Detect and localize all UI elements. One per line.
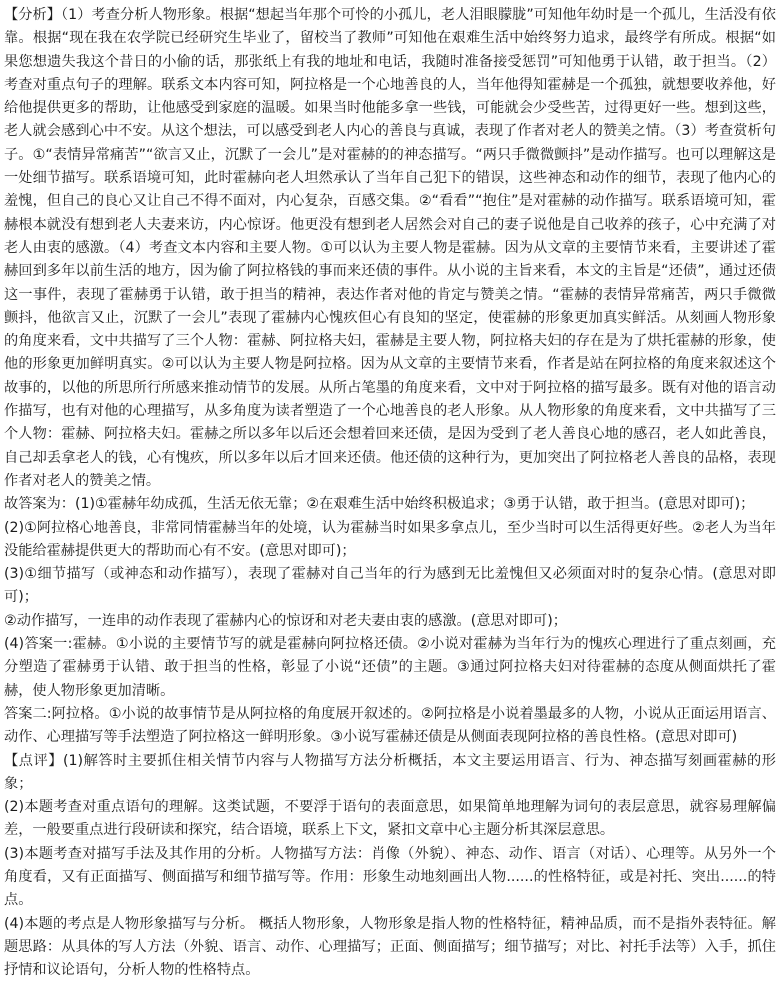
comment-item-2: (2)本题考查对重点语句的理解。这类试题，不要浮于语句的表面意思，如果简单地理解为词句的表层意思，就容易理解偏差，一般要重点进行段研读和探究，结合语境，联系上下文，紧扣文章中心主题分析其深层意思。 [4,799,776,839]
analysis-tag: 【分析】 [4,7,61,23]
answer-line-1: 故答案为：(1)①霍赫年幼成孤，生活无依无靠；②在艰难生活中始终积极追求；③勇于认错，敢于担当。(意思对即可)； [4,496,755,513]
comment-tag: 【点评】 [4,752,63,769]
answer-line-5: (4)答案一:霍赫。①小说的主要情节写的就是霍赫向阿拉格还债。②小说对霍赫为当年行为的愧疚心理进行了重点刻画，充分塑造了霍赫勇于认错、敢于担当的性格，彰显了小说“还债”的主题。③通过阿拉格夫妇对待霍赫的态度从侧面烘托了霍赫，使人物形象更加清晰。 [4,636,776,699]
comment-item-4: (4)本题的考点是人物形象描写与分析。 概括人物形象，人物形象是指人物的性格特征，精神品质，而不是指外表特征。解题思路：从具体的写人方法（外貌、语言、动作、心理描写；正面、侧面描写；细节描写；对比、衬托手法等）入手，抓住抒情和议论语句，分析人物的性格特点。 [4,915,776,979]
answer-line-6: 答案二:阿拉格。①小说的故事情节是从阿拉格的角度展开叙述的。②阿拉格是小说着墨最多的人物，小说从正面运用语言、动作、心理描写等手法塑造了阿拉格这一鲜明形象。③小说写霍赫还债是从侧面表现阿拉格的善良性格。(意思对即可) [4,705,776,746]
comment-item-3: (3)本题考查对描写手法及其作用的分析。人物描写方法：肖像（外貌）、神态、动作、语言（对话）、心理等。从另外一个角度看，又有正面描写、侧面描写和细节描写等。作用：形象生动地刻画出人物......的性格特征，或是衬托、突出......的特点。 [4,845,776,909]
answer-line-4: ②动作描写，一连串的动作表现了霍赫内心的惊讶和对老夫妻由衷的感激。(意思对即可)； [4,612,567,629]
answer-line-3: (3)①细节描写（或神态和动作描写），表现了霍赫对自己当年的行为感到无比羞愧但又必须面对时的复杂心情。(意思对即可)； [4,566,776,606]
answer-line-2: (2)①阿拉格心地善良，非常同情霍赫当年的处境，认为霍赫当时如果多拿点儿，至少当时可以生活得更好些。②老人为当年没能给霍赫提供更大的帮助而心有不安。(意思对即可)； [4,519,776,559]
analysis-body: （1）考查分析人物形象。根据“想起当年那个可怜的小孤儿，老人泪眼朦胧”可知他年幼时是一个孤儿，生活没有依靠。根据“现在我在农学院已经研究生毕业了，留校当了教师”可知他在艰难生活中始终努力追求，最终学有所成。根据“如果您想遗失我这个昔日的小偷的话，那张纸上有我的地址和电话，我随时准备接受惩罚”可知他勇于认错，敢于担当。（2）考查对重点句子的理解。联系文本内容可知，阿拉格是一个心地善良的人，当年他得知霍赫是一个孤独，就想要收养他，好给他提供更多的帮助，让他感受到家庭的温暖。如果当时他能多拿一些钱，可能就会少受些苦，过得更好一些。想到这些，老人就会感到心中不安。从这个想法，可以感受到老人内心的善良与真诚，表现了作者对老人的赞美之情。（3）考查赏析句子。①“表情异常痛苦”“欲言又止，沉默了一会儿”是对霍赫的的神态描写。“两只手微微颤抖”是动作描写。也可以理解这是一处细节描写。联系语境可知，此时霍赫向老人坦然承认了当年自己犯下的错误，这些神态和动作的细节，表现了他内心的羞愧，但自己的良心又让自己不得不面对，内心复杂，百感交集。②“看看”“抱住”是对霍赫的动作描写。联系语境可知，霍赫根本就没有想到老人夫妻来访，内心惊讶。他更没有想到老人居然会对自己的妻子说他是自己收养的孩子，心中充满了对老人由衷的感激。（4）考查文本内容和主要人物。①可以认为主要人物是霍赫。因为从文章的主要情节来看，主要讲述了霍赫回到多年以前生活的地方，因为偷了阿拉格钱的事而来还债的事件。从小说的主旨来看，本文的主旨是“还债”，通过还债这一事件，表现了霍赫勇于认错，敢于担当的精神，表达作者对他的肯定与赞美之情。“霍赫的表情异常痛苦，两只手微微颤抖，他欲言又止，沉默了一会儿”表现了霍赫内心愧疚但心有良知的坚定，使霍赫的形象更加真实鲜活。从刻画人物形象的角度来看，文中共描写了三个人物：霍赫、阿拉格夫妇，霍赫是主要人物，阿拉格夫妇的存在是为了烘托霍赫的形象，使他的形象更加鲜明真实。②可以认为主要人物是阿拉格。因为从文章的主要情节来看，作者是站在阿拉格的角度来叙述这个故事的，以他的所思所行所感来推动情节的发展。从所占笔墨的角度来看，文中对于阿拉格的描写最多。既有对他的语言动作描写，也有对他的心理描写，从多角度为读者塑造了一个心地善良的老人形象。从人物形象的角度来看，文中共描写了三个人物：霍赫、阿拉格夫妇。霍赫之所以多年以后还会想着回来还债，是因为受到了老人善良心地的感召，老人如此善良，自己却丢拿老人的钱，心有愧疚，所以多年以后才回来还债。他还债的这种行为，更加突出了阿拉格老人善良的品格，表现作者对老人的赞美之情。 [4,7,776,489]
comment-item-1: (1)解答时主要抓住相关情节内容与人物描写方法分析概括，本文主要运用语言、行为、神态描写刻画霍赫的形象； [4,752,776,792]
analysis-paragraph [4,4,776,493]
comment-paragraph-1 [4,750,776,797]
